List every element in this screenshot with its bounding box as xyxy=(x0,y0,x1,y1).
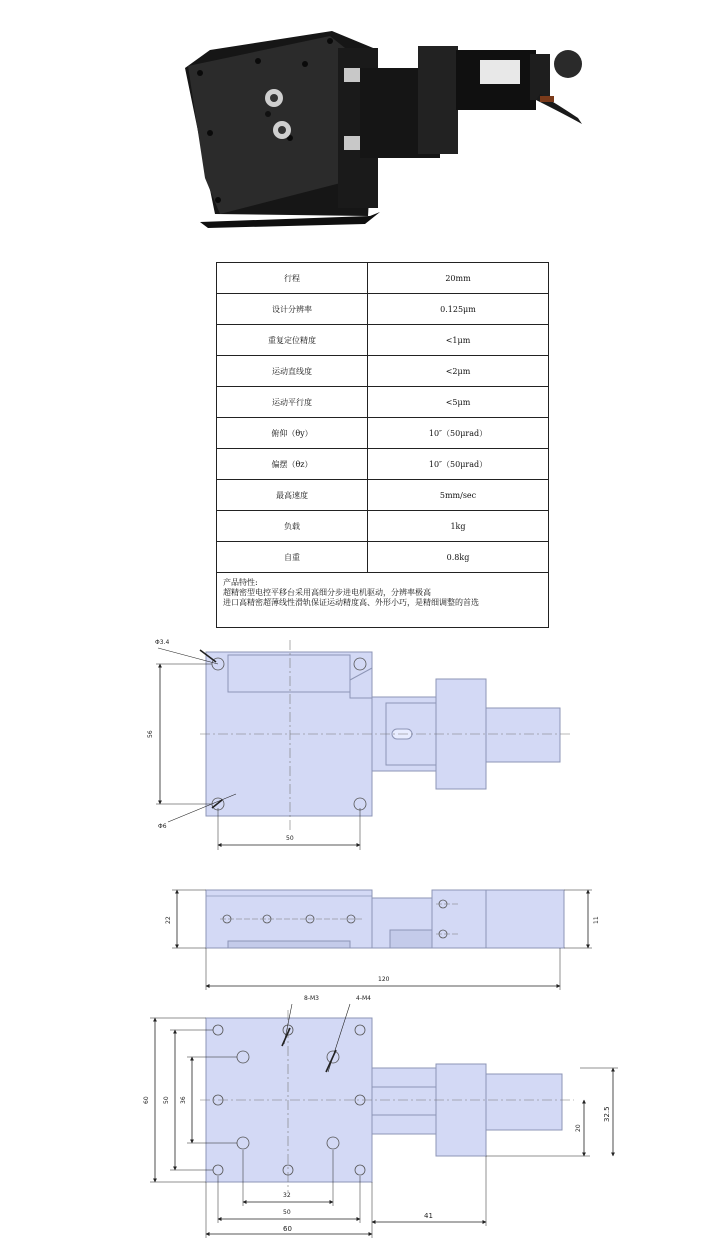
spec-value: <1μm xyxy=(368,325,549,356)
label-hole-dia: Φ3.4 xyxy=(155,639,170,646)
spec-label: 最高速度 xyxy=(217,480,368,511)
spec-value: 0.8kg xyxy=(368,542,549,573)
table-row xyxy=(217,480,549,511)
dim-h60: 60 xyxy=(143,1096,150,1104)
table-row xyxy=(217,449,549,480)
side-view-motor xyxy=(432,890,564,948)
spec-label: 运动直线度 xyxy=(217,356,368,387)
spec-label: 设计分辨率 xyxy=(217,294,368,325)
table-row xyxy=(217,511,549,542)
dim-w32: 32 xyxy=(283,1192,291,1199)
dim-width-50: 50 xyxy=(286,835,294,842)
bottom-view-motor xyxy=(436,1064,486,1156)
dim-length-120: 120 xyxy=(378,976,390,983)
spec-value: 1kg xyxy=(368,511,549,542)
label-4-m4: 4-M4 xyxy=(356,995,371,1002)
features-cell xyxy=(217,573,549,628)
dim-h36: 36 xyxy=(180,1096,187,1104)
spec-value: 0.125μm xyxy=(368,294,549,325)
table-row xyxy=(217,294,549,325)
spec-value: <2μm xyxy=(368,356,549,387)
label-cbore: Φ6 xyxy=(158,823,167,830)
features-title: 产品特性: xyxy=(223,578,258,587)
spec-value: 5mm/sec xyxy=(368,480,549,511)
table-row xyxy=(217,325,549,356)
spec-label: 俯仰（θy） xyxy=(217,418,368,449)
dim-height-22: 22 xyxy=(165,916,172,924)
spec-label: 自重 xyxy=(217,542,368,573)
spec-label: 偏摆（θz） xyxy=(217,449,368,480)
spec-value: <5μm xyxy=(368,387,549,418)
dim-h50: 50 xyxy=(163,1096,170,1104)
spec-value: 10″（50μrad） xyxy=(368,418,549,449)
dim-h325: 32.5 xyxy=(603,1106,611,1122)
dim-w60: 60 xyxy=(283,1225,292,1233)
dim-w50: 50 xyxy=(283,1209,291,1216)
product-photo xyxy=(180,28,590,228)
table-row xyxy=(217,356,549,387)
table-row xyxy=(217,542,549,573)
dim-h20: 20 xyxy=(575,1124,582,1132)
dim-w41: 41 xyxy=(424,1212,433,1220)
spec-value: 10″（50μrad） xyxy=(368,449,549,480)
features-line: 超精密型电控平移台采用高细分步进电机驱动，分辨率极高 xyxy=(223,588,431,597)
bottom-view xyxy=(143,995,618,1238)
top-view xyxy=(147,639,572,850)
table-row xyxy=(217,387,549,418)
dim-height-56: 56 xyxy=(147,730,154,738)
features-row xyxy=(217,573,549,628)
table-row xyxy=(217,263,549,294)
technical-drawing xyxy=(0,630,726,1242)
spec-table xyxy=(216,262,549,628)
spec-label: 行程 xyxy=(217,263,368,294)
dim-height-11: 11 xyxy=(593,916,600,924)
spec-label: 负载 xyxy=(217,511,368,542)
side-view xyxy=(165,890,600,990)
spec-value: 20mm xyxy=(368,263,549,294)
features-line: 进口高精密超薄线性滑轨保证运动精度高、外形小巧，是精细调整的首选 xyxy=(223,598,479,607)
spec-label: 重复定位精度 xyxy=(217,325,368,356)
label-8-m3: 8-M3 xyxy=(304,995,319,1002)
spec-label: 运动平行度 xyxy=(217,387,368,418)
table-row xyxy=(217,418,549,449)
